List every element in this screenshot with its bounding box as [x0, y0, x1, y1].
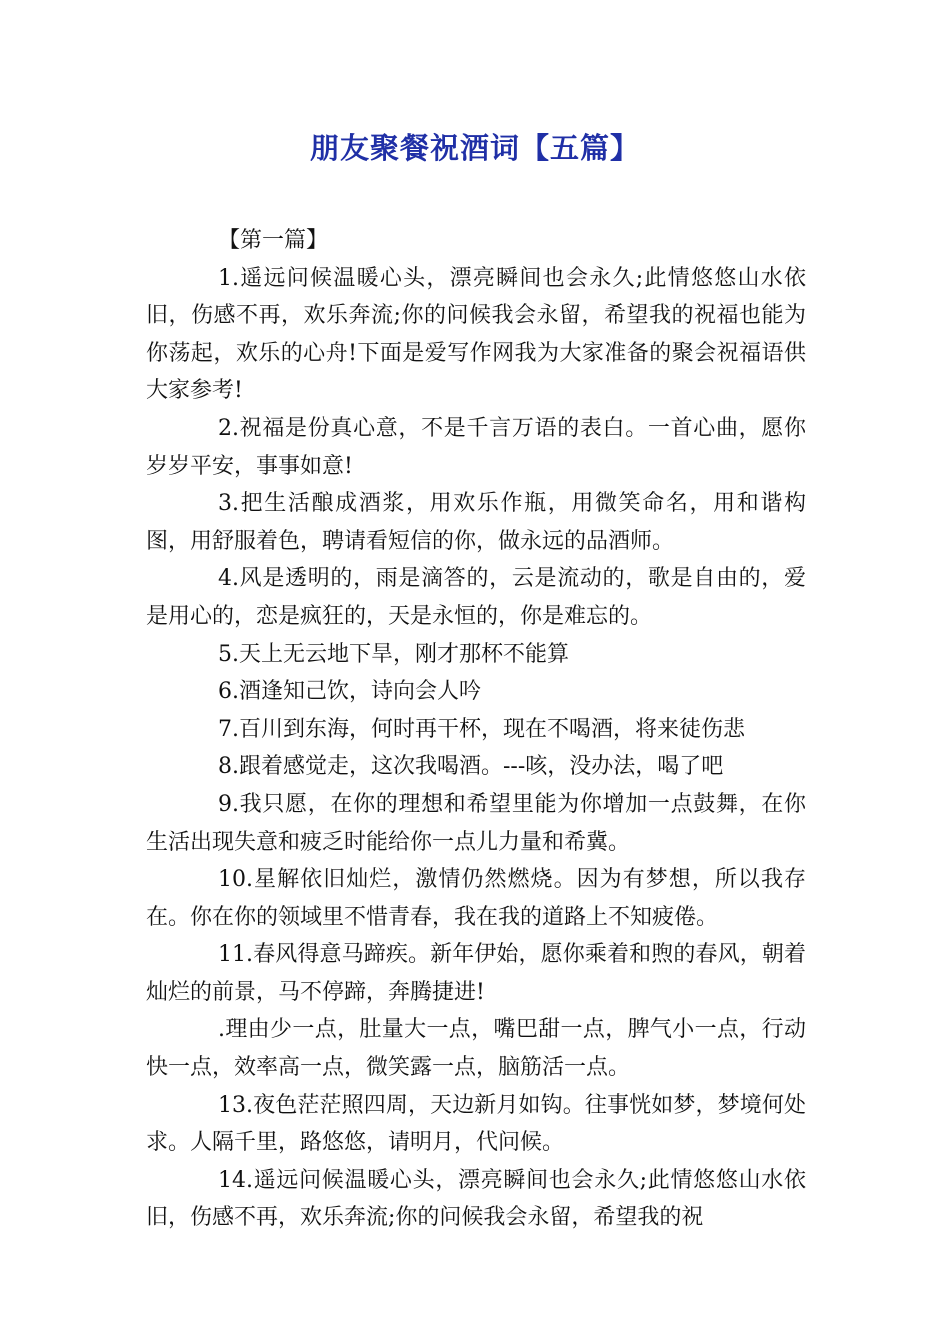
paragraph-13: 13.夜色茫茫照四周，天边新月如钩。往事恍如梦，梦境何处求。人隔千里，路悠悠，请明月，代问候。 — [146, 1092, 806, 1156]
paragraph-3: 3.把生活酿成酒浆，用欢乐作瓶，用微笑命名，用和谐构图，用舒服着色，聘请看短信的你，做永远的品酒师。 — [146, 491, 806, 554]
paragraph-6: 6.酒逢知己饮，诗向会人吟 — [218, 679, 481, 705]
paragraph-12: .理由少一点，肚量大一点，嘴巴甜一点，脾气小一点，行动快一点，效率高一点，微笑露一点，脑筋活一点。 — [146, 1017, 806, 1081]
paragraph-14: 14.遥远问候温暖心头，漂亮瞬间也会永久;此情悠悠山水依旧，伤感不再，欢乐奔流;你的问候我会永留，希望我的祝 — [146, 1167, 806, 1231]
paragraph-11: 11.春风得意马蹄疾。新年伊始，愿你乘着和煦的春风，朝着灿烂的前景，马不停蹄，奔腾捷进! — [146, 942, 806, 1005]
paragraph-1: 1.遥远问候温暖心头，漂亮瞬间也会永久;此情悠悠山水依旧，伤感不再，欢乐奔流;你的问候我会永留，希望我的祝福也能为你荡起，欢乐的心舟!下面是爱写作网我为大家准备的聚会祝福语供大家参考! — [146, 265, 806, 404]
paragraph-4: 4.风是透明的，雨是滴答的，云是流动的，歌是自由的，爱是用心的，恋是疯狂的，天是永恒的，你是难忘的。 — [146, 566, 806, 629]
section-heading: 【第一篇】 — [218, 228, 329, 253]
paragraph-2: 2.祝福是份真心意，不是千言万语的表白。一首心曲，愿你岁岁平安，事事如意! — [146, 415, 806, 479]
document-title: 朋友聚餐祝酒词【五篇】 — [309, 131, 640, 165]
paragraph-8: 8.跟着感觉走，这次我喝酒。---咳，没办法，喝了吧 — [218, 754, 724, 780]
paragraph-5: 5.天上无云地下旱，刚才那杯不能算 — [218, 641, 569, 667]
paragraph-10: 10.星解依旧灿烂，激情仍然燃烧。因为有梦想，所以我存在。你在你的领域里不惜青春，我在我的道路上不知疲倦。 — [146, 867, 806, 930]
document-body — [146, 222, 806, 1237]
paragraph-7: 7.百川到东海，何时再干杯，现在不喝酒，将来徒伤悲 — [218, 716, 745, 742]
paragraph-9: 9.我只愿，在你的理想和希望里能为你增加一点鼓舞，在你生活出现失意和疲乏时能给你一点儿力量和希冀。 — [146, 791, 806, 855]
